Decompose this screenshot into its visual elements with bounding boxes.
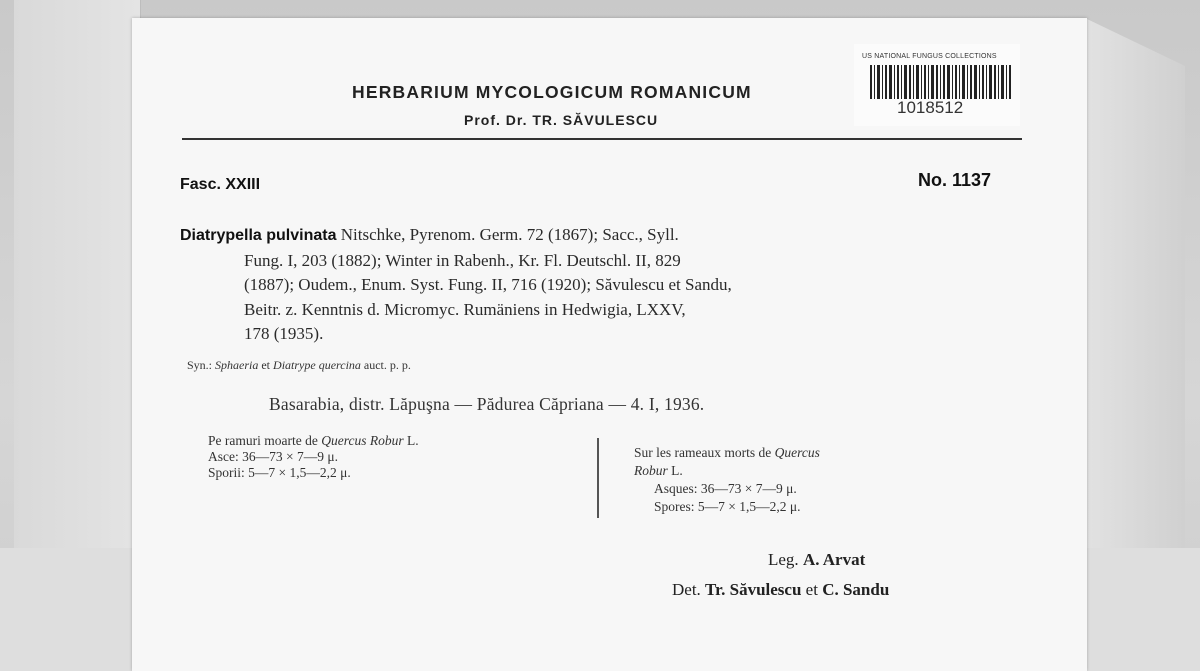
species-citation-line-5: 178 (1935). [244, 324, 324, 343]
herbarium-title: HERBARIUM MYCOLOGICUM ROMANICUM [352, 82, 752, 102]
determiner-name-2: C. Sandu [822, 580, 890, 599]
asci-french: Asques: 36—73 × 7—9 μ. [654, 481, 797, 496]
synonym-joiner: et [261, 358, 271, 372]
substrate-text: Sur les rameaux morts de [634, 445, 772, 460]
spores-french: Spores: 5—7 × 1,5—2,2 μ. [654, 499, 801, 514]
species-citation-line-1 [180, 223, 1028, 249]
synonym-prefix: Syn.: [187, 358, 213, 372]
substrate-french-line-1 [634, 444, 1034, 462]
spores-romanian: Sporii: 5—7 × 1,5—2,2 μ. [208, 465, 351, 480]
species-citation [180, 223, 1028, 347]
synonym-name-1: Sphaeria [215, 358, 259, 372]
romanian-description [208, 433, 419, 481]
host-authority: L. [671, 463, 683, 478]
specimen-number: No. 1137 [918, 170, 992, 190]
host-epithet: Robur [634, 463, 668, 478]
collector-name: A. Arvat [802, 550, 866, 569]
herbarium-curator: Prof. Dr. TR. SĂVULESCU [464, 112, 659, 128]
envelope-left-flap [14, 0, 141, 548]
species-citation-line-4: Beitr. z. Kenntnis d. Micromyc. Rumäniens in Hedwigia, LXXV, [244, 299, 686, 319]
barcode-number: 1018512 [897, 98, 964, 117]
synonym-suffix: auct. p. p. [363, 358, 411, 372]
barcode-icon [870, 65, 1012, 99]
synonym-name-2: Diatrype quercina [273, 358, 361, 372]
asci-romanian: Asce: 36—73 × 7—9 μ. [208, 449, 338, 464]
species-citation-line-2: Fung. I, 203 (1882); Winter in Rabenh., Kr. Fl. Deutschl. II, 829 [244, 250, 681, 270]
determiner-name-1: Tr. Săvulescu [705, 580, 802, 599]
herbarium-label [132, 18, 1087, 671]
host-genus: Quercus [774, 445, 820, 460]
substrate-french-line-2 [634, 462, 1034, 480]
determiner-line [672, 580, 889, 600]
envelope-right-flap [1085, 18, 1185, 618]
determiner-prefix: Det. [672, 580, 701, 599]
locality-line: Basarabia, distr. Lăpuşna — Pădurea Căpriana — 4. I, 1936. [269, 394, 705, 414]
column-divider [597, 438, 599, 518]
host-authority: L. [406, 433, 419, 448]
substrate-text: Pe ramuri moarte de [208, 433, 318, 448]
fascicle-label: Fasc. XXIII [180, 176, 261, 193]
substrate-romanian [208, 433, 419, 449]
citation-text: Nitschke, Pyrenom. Germ. 72 (1867); Sacc., Syll. [340, 225, 679, 244]
host-name: Quercus Robur [321, 433, 404, 448]
header-rule [182, 138, 1022, 140]
collector-prefix: Leg. [768, 550, 799, 569]
species-name: Diatrypella pulvinata [180, 227, 337, 244]
french-description [634, 444, 1034, 516]
species-citation-line-3: (1887); Oudem., Enum. Syst. Fung. II, 716 (1920); Săvulescu et Sandu, [244, 275, 732, 294]
collector-line [768, 550, 865, 570]
synonym-line [187, 358, 411, 373]
barcode-caption: US NATIONAL FUNGUS COLLECTIONS [862, 53, 997, 60]
determiner-joiner: et [805, 580, 818, 599]
